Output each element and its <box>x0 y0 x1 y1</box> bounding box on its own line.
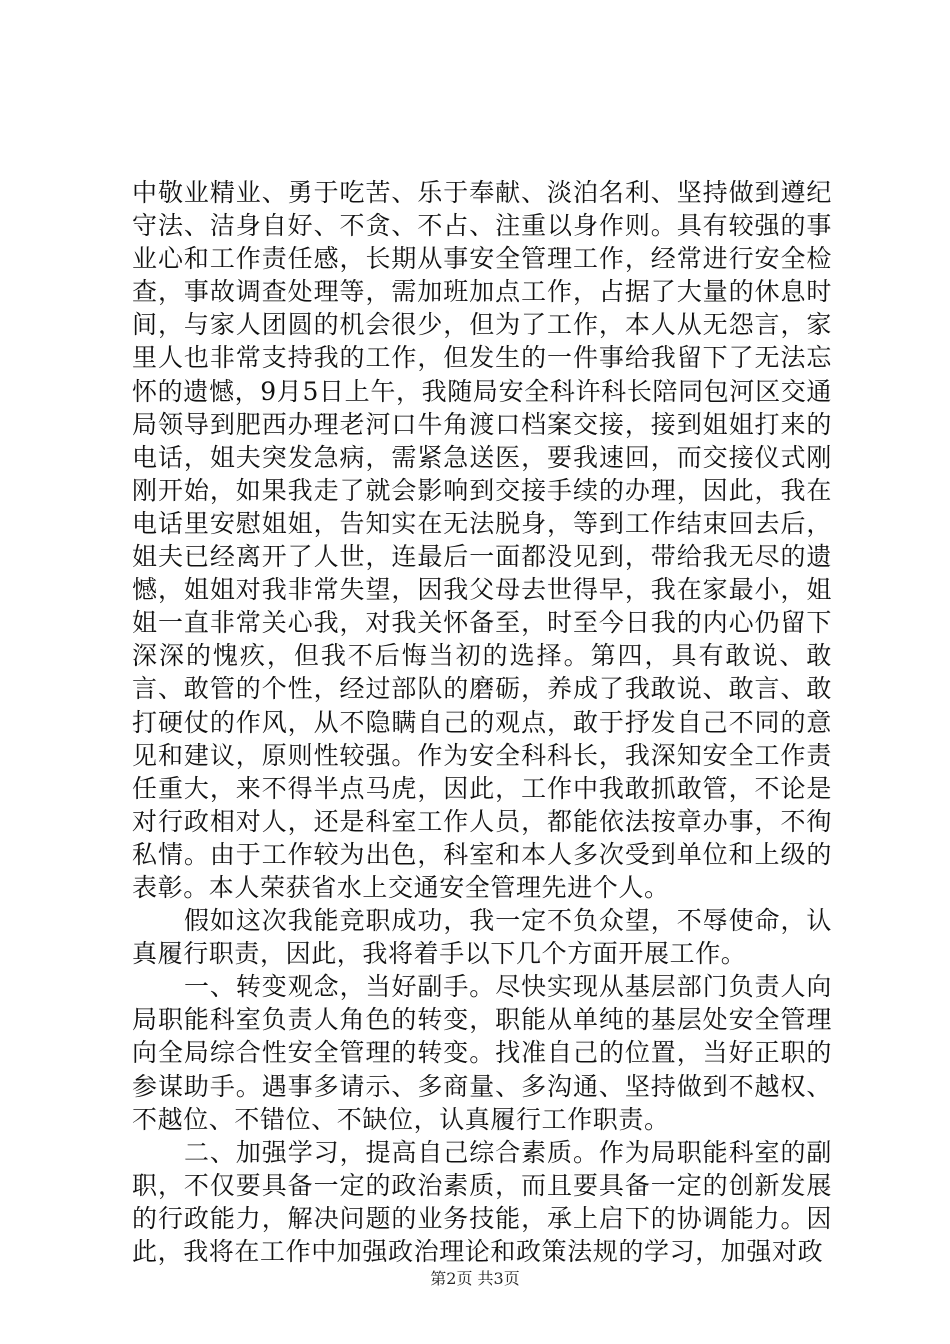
body-paragraph-4: 二、加强学习，提高自己综合素质。作为局职能科室的副职，不仅要具备一定的政治素质，而且要具备一定的创新发展的行政能力，解决问题的业务技能，承上启下的协调能力。因此，我将在工作中加强政治理论和政策法规的学习，加强对政 <box>132 1137 832 1266</box>
body-paragraph-2: 假如这次我能竞职成功，我一定不负众望，不辱使命，认真履行职责，因此，我将着手以下几个方面开展工作。 <box>132 906 832 969</box>
body-paragraph-3: 一、转变观念，当好副手。尽快实现从基层部门负责人向局职能科室负责人角色的转变，职能从单纯的基层处安全管理向全局综合性安全管理的转变。找准自己的位置，当好正职的参谋助手。遇事多请示、多商量、多沟通、坚持做到不越权、不越位、不错位、不缺位，认真履行工作职责。 <box>132 972 832 1134</box>
body-paragraph-1: 中敬业精业、勇于吃苦、乐于奉献、淡泊名利、坚持做到遵纪守法、洁身自好、不贪、不占、注重以身作则。具有较强的事业心和工作责任感，长期从事安全管理工作，经常进行安全检查，事故调查处理等，需加班加点工作，占据了大量的休息时间，与家人团圆的机会很少，但为了工作，本人从无怨言，家里人也非常支持我的工作，但发生的一件事给我留下了无法忘怀的遗憾，9月5日上午，我随局安全科许科长陪同包河区交通局领导到肥西办理老河口牛角渡口档案交接，接到姐姐打来的电话，姐夫突发急病，需紧急送医，要我速回，而交接仪式刚刚开始，如果我走了就会影响到交接手续的办理，因此，我在电话里安慰姐姐，告知实在无法脱身，等到工作结束回去后，姐夫已经离开了人世，连最后一面都没见到，带给我无尽的遗憾，姐姐对我非常失望，因我父母去世得早，我在家最小，姐姐一直非常关心我，对我关怀备至，时至今日我的内心仍留下深深的愧疚，但我不后悔当初的选择。第四，具有敢说、敢言、敢管的个性，经过部队的磨砺，养成了我敢说、敢言、敢打硬仗的作风，从不隐瞒自己的观点，敢于抒发自己不同的意见和建议，原则性较强。作为安全科科长，我深知安全工作责任重大，来不得半点马虎，因此，工作中我敢抓敢管，不论是对行政相对人，还是科室工作人员，都能依法按章办事，不徇私情。由于工作较为出色，科室和本人多次受到单位和上级的表彰。本人荣获省水上交通安全管理先进个人。 <box>132 178 832 902</box>
document-body <box>132 176 832 1268</box>
page-number-footer: 第2页 共3页 <box>430 1269 520 1288</box>
